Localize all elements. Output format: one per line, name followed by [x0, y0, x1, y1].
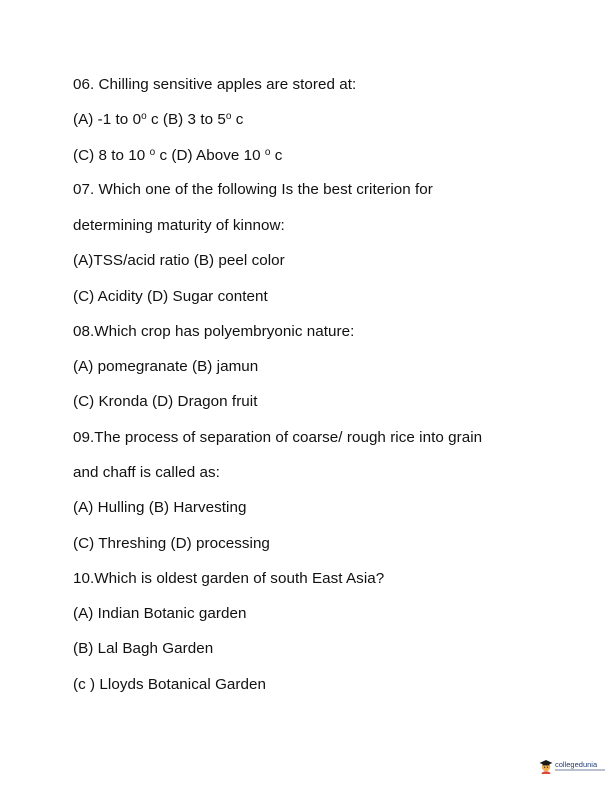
- question-09-options-a-b: (A) Hulling (B) Harvesting: [73, 499, 247, 516]
- question-10-text: 10.Which is oldest garden of south East Asia?: [73, 570, 385, 587]
- question-10-option-b: (B) Lal Bagh Garden: [73, 640, 214, 657]
- question-10-option-a: (A) Indian Botanic garden: [73, 605, 247, 622]
- question-07-options-c-d: (C) Acidity (D) Sugar content: [73, 288, 268, 305]
- question-06-options-c-d: [73, 147, 282, 165]
- option-text: c: [270, 147, 283, 164]
- question-08-options-a-b: (A) pomegranate (B) jamun: [73, 358, 259, 375]
- option-text: c (B) 3 to 5: [146, 111, 226, 128]
- option-text: c (D) Above 10: [155, 147, 265, 164]
- degree-symbol: o: [225, 111, 232, 122]
- graduate-avatar-icon: [538, 758, 554, 774]
- logo-tagline-divider: [555, 769, 605, 771]
- question-08-text: 08.Which crop has polyembryonic nature:: [73, 323, 355, 340]
- option-text: (C) 8 to 10: [73, 147, 150, 164]
- question-07-text: 07. Which one of the following Is the best criterion for: [73, 181, 433, 198]
- question-09-options-c-d: (C) Threshing (D) processing: [73, 535, 270, 552]
- degree-symbol: o: [141, 111, 147, 122]
- question-07-text-continued: determining maturity of kinnow:: [73, 217, 285, 234]
- question-07-options-a-b: (A)TSS/acid ratio (B) peel color: [73, 252, 285, 269]
- question-06-options-a-b: [73, 111, 243, 129]
- logo-wordmark: collegedunia: [555, 760, 598, 769]
- degree-symbol: o: [264, 147, 271, 158]
- question-10-option-c: (c ) Lloyds Botanical Garden: [73, 676, 267, 693]
- question-09-text: 09.The process of separation of coarse/ rough rice into grain: [73, 429, 483, 446]
- degree-symbol: o: [149, 147, 156, 158]
- question-06-text: 06. Chilling sensitive apples are stored at:: [73, 76, 357, 93]
- collegedunia-logo: [538, 756, 608, 782]
- question-08-options-c-d: (C) Kronda (D) Dragon fruit: [73, 393, 258, 410]
- question-09-text-continued: and chaff is called as:: [73, 464, 220, 481]
- option-text: (A) -1 to 0: [73, 111, 142, 128]
- option-text: c: [231, 111, 244, 128]
